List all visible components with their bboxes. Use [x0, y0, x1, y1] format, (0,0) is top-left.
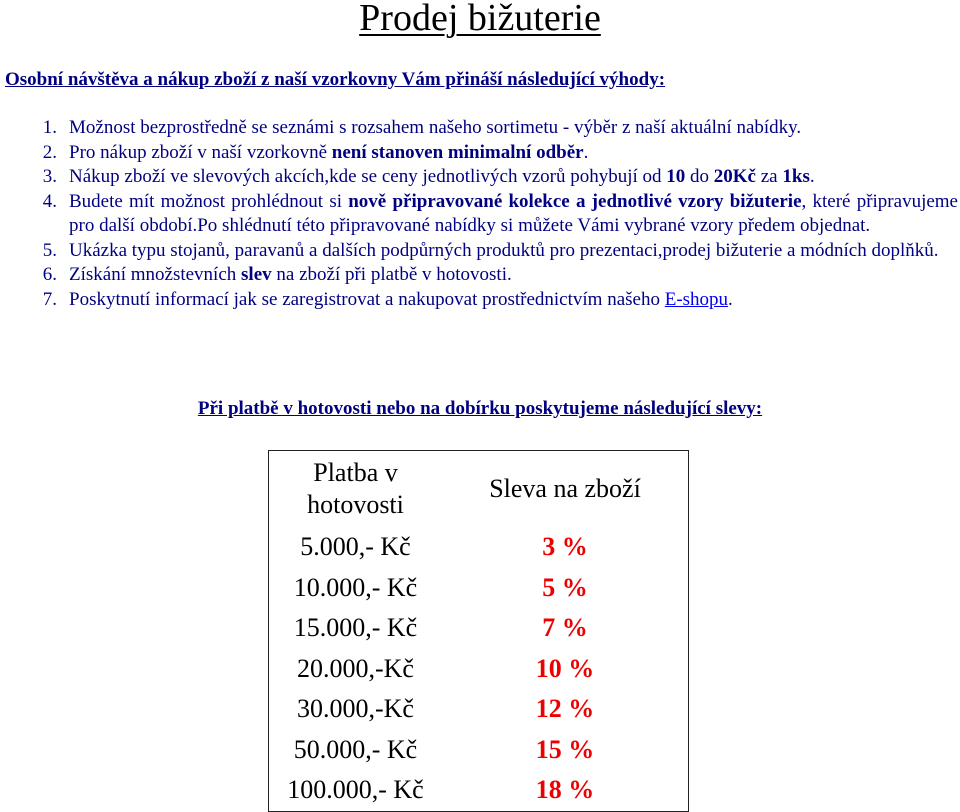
page-title: Prodej bižuterie [359, 0, 601, 39]
amount-cell: 50.000,- Kč [293, 734, 418, 764]
list-item [0, 190, 960, 239]
list-item-text: za [756, 166, 783, 187]
table-row [269, 649, 688, 690]
list-item [0, 116, 960, 141]
list-item-bold-text: 1ks [782, 166, 810, 187]
list-item-number: 2. [42, 141, 57, 163]
benefits-list [0, 116, 960, 312]
table-row [269, 730, 688, 771]
list-item-number: 6. [42, 264, 57, 285]
table-row [269, 568, 688, 609]
table-header-row [269, 451, 688, 527]
amount-cell: 15.000,- Kč [293, 613, 418, 642]
eshop-link[interactable]: E-shopu [664, 288, 729, 310]
list-item-text: Nákup zboží ve slevových akcích,kde se ceny jednotlivých vzorů pohybují od [69, 166, 667, 187]
list-item-text: Ukázka typu stojanů, paravanů a dalších podpůrných produktů pro prezentaci,prodej bižuterie a módních doplňků. [69, 239, 939, 261]
list-item-number: 3. [42, 166, 57, 187]
list-item-number: 4. [42, 190, 57, 212]
list-item-bold-text: 10 [666, 166, 686, 187]
list-item-bold-text: slev [241, 264, 272, 285]
amount-cell: 10.000,- Kč [293, 572, 418, 602]
discount-cell: 5 % [542, 572, 588, 602]
discount-cell: 12 % [535, 694, 595, 723]
list-item-text: . [728, 288, 733, 310]
list-item-text: . [583, 141, 589, 163]
list-item-text: do [685, 166, 714, 187]
table-row [269, 770, 688, 811]
list-item-number: 1. [42, 117, 57, 138]
discount-cell: 15 % [535, 734, 595, 764]
list-item-bold-text: 20Kč [713, 166, 756, 187]
discount-heading: Při platbě v hotovosti nebo na dobírku poskytujeme následující slevy: [197, 398, 763, 419]
discount-cell: 10 % [535, 653, 595, 683]
list-item [0, 239, 960, 264]
table-row [269, 527, 688, 568]
list-item-text: Pro nákup zboží v naší vzorkovně [69, 141, 332, 163]
amount-cell: 20.000,-Kč [297, 653, 414, 683]
amount-cell: 30.000,-Kč [297, 694, 414, 723]
intro-heading: Osobní návštěva a nákup zboží z naší vzorkovny Vám přináší následující výhody: [5, 69, 666, 90]
list-item-text: Budete mít možnost prohlédnout si [69, 190, 349, 212]
list-item-text: Poskytnutí informací jak se zaregistrovat a nakupovat prostřednictvím našeho [69, 288, 665, 310]
discount-cell: 7 % [542, 613, 588, 642]
table-row [269, 689, 688, 730]
list-item [0, 141, 960, 166]
discount-cell: 18 % [535, 775, 595, 804]
discount-table [268, 450, 689, 812]
list-item-bold-text: nově připravované kolekce a jednotlivé vzory bižuterie [348, 190, 802, 212]
header-discount: Sleva na zboží [489, 474, 641, 503]
amount-cell: 5.000,- Kč [300, 532, 411, 561]
list-item-bold-text: není stanoven minimalní odběr [331, 141, 584, 163]
list-item [0, 165, 960, 190]
list-item [0, 263, 960, 288]
amount-cell: 100.000,- Kč [287, 775, 424, 804]
list-item-text: , které připravujeme pro další období.Po shlédnutí této připravované nabídky si můžete Vámi vybrané vzory předem objednat. [69, 190, 958, 236]
header-amount: Platba v hotovosti [307, 458, 404, 519]
list-item-text: Získání množstevních [69, 264, 242, 285]
list-item [0, 288, 960, 313]
table-row [269, 608, 688, 649]
list-item-number: 5. [42, 239, 57, 261]
discount-cell: 3 % [542, 532, 588, 561]
list-item-text: Možnost bezprostředně se seznámi s rozsahem našeho sortimetu - výběr z naší aktuální nabídky. [69, 117, 802, 138]
list-item-text: . [809, 166, 815, 187]
list-item-number: 7. [42, 288, 57, 310]
list-item-text: na zboží při platbě v hotovosti. [271, 264, 512, 285]
